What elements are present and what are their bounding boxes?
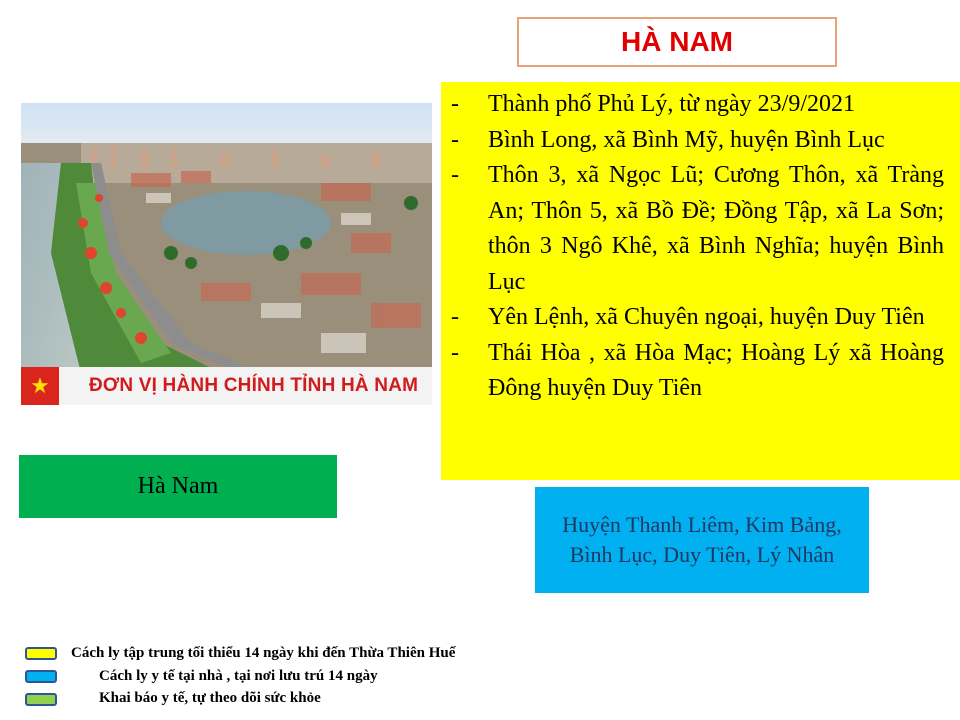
banner-text: ĐƠN VỊ HÀNH CHÍNH TỈNH HÀ NAM [89, 375, 419, 396]
city-aerial-image [21, 103, 432, 405]
star-icon: ★ [30, 373, 50, 399]
photo-banner [21, 367, 432, 405]
list-item: - Thôn 3, xã Ngọc Lũ; Cương Thôn, xã Tràng An; Thôn 5, xã Bồ Đề; Đồng Tập, xã La Sơn; thôn 3 Ngô Khê, xã Bình Nghĩa; huyện Bình Lục [451, 162, 944, 295]
legend-swatch-green [25, 693, 57, 706]
legend-text: Cách ly y tế tại nhà , tại nơi lưu trú 14 ngày [99, 668, 378, 684]
list-item: - Yên Lệnh, xã Chuyên ngoại, huyện Duy Tiên [451, 304, 925, 330]
list-item: - Thành phố Phủ Lý, từ ngày 23/9/2021 [451, 91, 855, 117]
legend-text: Cách ly tập trung tối thiểu 14 ngày khi đến Thừa Thiên Huế [71, 645, 456, 661]
green-label-box [19, 455, 337, 518]
quarantine-area-list [441, 82, 960, 480]
city-photo [21, 103, 432, 405]
legend-swatch-yellow [25, 647, 57, 660]
vietnam-flag-icon [21, 367, 59, 405]
legend-swatch-blue [25, 670, 57, 683]
blue-label-box [535, 487, 869, 593]
blue-label: Huyện Thanh Liêm, Kim Bảng, Bình Lục, Duy Tiên, Lý Nhân [562, 512, 842, 567]
title-box [517, 17, 837, 67]
green-label: Hà Nam [137, 473, 219, 499]
page-title: HÀ NAM [621, 26, 733, 57]
list-item: - Bình Long, xã Bình Mỹ, huyện Bình Lục [451, 126, 885, 153]
legend-text: Khai báo y tế, tự theo dõi sức khỏe [99, 690, 321, 706]
list-item: - Thái Hòa , xã Hòa Mạc; Hoàng Lý xã Hoàng Đông huyện Duy Tiên [451, 339, 944, 401]
